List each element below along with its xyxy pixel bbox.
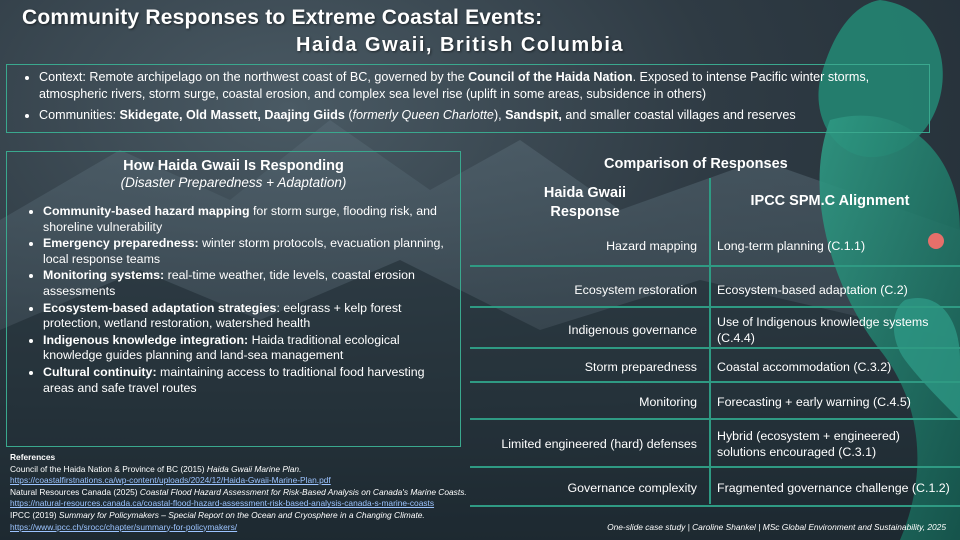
responding-item bbox=[43, 204, 450, 235]
references-list bbox=[10, 464, 570, 534]
context-box bbox=[6, 64, 930, 133]
comparison-row-alignment: Use of Indigenous knowledge systems (C.4.4) bbox=[717, 315, 929, 345]
comparison-title: Comparison of Responses bbox=[604, 156, 788, 172]
responding-item-title: Emergency preparedness: bbox=[43, 236, 199, 251]
comparison-row bbox=[470, 272, 960, 308]
table-row-divider bbox=[470, 381, 960, 383]
context-text: formerly Queen Charlotte bbox=[352, 108, 494, 122]
reference-author: IPCC (2019) bbox=[10, 509, 59, 520]
comparison-row-response: Governance complexity bbox=[567, 481, 697, 495]
reference-link[interactable]: https://coastalfirstnations.ca/wp-content/uploads/2024/12/Haida-Gwaii-Marine-Plan.pdf bbox=[10, 475, 331, 486]
reference-author: Council of the Haida Nation & Province of BC (2015) bbox=[10, 463, 207, 474]
reference-link[interactable]: https://natural-resources.canada.ca/coastal-flood-hazard-assessment-risk-based-analysis-canada-s-marine-coasts bbox=[10, 498, 435, 509]
reference-entry bbox=[10, 510, 570, 522]
responding-item-text: real-time weather, tide levels, coastal erosion assessments bbox=[43, 268, 415, 298]
comparison-row-response: Hazard mapping bbox=[606, 239, 697, 253]
comparison-row-alignment: Hybrid (ecosystem + engineered) solutions encouraged (C.3.1) bbox=[717, 429, 900, 459]
footer-credit: One-slide case study | Caroline Shankel | MSc Global Environment and Sustainability, 2025 bbox=[607, 522, 946, 532]
comparison-row bbox=[470, 353, 960, 381]
responding-item-text: maintaining access to traditional food harvesting areas and safe travel routes bbox=[43, 364, 425, 395]
comparison-row bbox=[470, 386, 960, 418]
comparison-row-alignment: Fragmented governance challenge (C.1.2) bbox=[717, 481, 950, 495]
responding-item bbox=[43, 268, 450, 299]
context-item bbox=[39, 107, 921, 124]
comparison-row-response: Storm preparedness bbox=[584, 360, 697, 374]
responding-item-title: Ecosystem-based adaptation strategies bbox=[43, 300, 277, 315]
context-text: Context: Remote archipelago on the northwest coast of BC, governed by the bbox=[39, 70, 469, 84]
comparison-row bbox=[470, 311, 960, 349]
context-text: ( bbox=[344, 108, 353, 122]
responding-item-title: Community-based hazard mapping bbox=[43, 204, 250, 218]
decorative-dot bbox=[928, 233, 944, 249]
responding-subheading: (Disaster Preparedness + Adaptation) bbox=[120, 175, 347, 190]
table-row-divider bbox=[470, 418, 960, 420]
context-text: Council of the Haida Nation bbox=[468, 70, 633, 84]
responding-heading: How Haida Gwaii Is Responding bbox=[123, 158, 344, 174]
context-text: Communities: bbox=[39, 108, 120, 122]
responding-item-title: Monitoring systems: bbox=[43, 268, 165, 283]
table-row-divider bbox=[470, 306, 960, 308]
comparison-row-response: Indigenous governance bbox=[568, 323, 697, 337]
responding-item-text: : eelgrass + kelp forest protection, wetland restoration, watershed health bbox=[43, 300, 402, 331]
reference-link[interactable]: https://www.ipcc.ch/srocc/chapter/summary-for-policymakers/ bbox=[10, 521, 238, 532]
title-line-2: Haida Gwaii, British Columbia bbox=[296, 34, 624, 56]
table-row-divider bbox=[470, 347, 960, 349]
responding-item-title: Cultural continuity: bbox=[43, 364, 157, 379]
context-text: ), bbox=[493, 108, 506, 122]
reference-title: Haida Gwaii Marine Plan. bbox=[206, 463, 302, 474]
comparison-row-alignment: Coastal accommodation (C.3.2) bbox=[717, 360, 892, 374]
reference-author: Natural Resources Canada (2025) bbox=[10, 486, 140, 497]
references-heading: References bbox=[10, 452, 56, 462]
context-text: . Exposed to intense Pacific winter storms, atmospheric rivers, storm surge, coastal erosion, and complex sea level rise (uplift in some areas, subsidence in others) bbox=[39, 70, 870, 101]
responding-box bbox=[6, 151, 461, 447]
responding-item-title: Indigenous knowledge integration: bbox=[43, 332, 249, 347]
responding-item-text: winter storm protocols, evacuation planning, local response teams bbox=[43, 236, 444, 266]
title-line-1: Community Responses to Extreme Coastal Events: bbox=[22, 6, 543, 29]
responding-item-text: Haida traditional ecological knowledge guides planning and land-sea management bbox=[43, 332, 400, 363]
responding-item bbox=[43, 301, 450, 332]
reference-entry bbox=[10, 464, 570, 476]
responding-item-text: for storm surge, flooding risk, and shoreline vulnerability bbox=[43, 204, 437, 234]
responding-list bbox=[7, 204, 460, 396]
responding-item bbox=[43, 236, 450, 267]
comparison-col-left-header: Haida Gwaii Response bbox=[543, 185, 627, 220]
comparison-row-response: Monitoring bbox=[639, 395, 697, 409]
responding-item bbox=[43, 365, 450, 396]
reference-title: Summary for Policymakers – Special Report on the Ocean and Cryosphere in a Changing Climate. bbox=[58, 509, 425, 520]
context-text: and smaller coastal villages and reserves bbox=[561, 108, 796, 122]
reference-title: Coastal Flood Hazard Assessment for Risk-Based Analysis on Canada's Marine Coasts. bbox=[139, 486, 467, 497]
context-item bbox=[39, 69, 921, 103]
context-text: Sandspit, bbox=[505, 108, 562, 122]
comparison-row-response: Ecosystem restoration bbox=[574, 283, 697, 297]
table-row-divider bbox=[470, 265, 960, 267]
context-list bbox=[7, 69, 929, 124]
comparison-row-response: Limited engineered (hard) defenses bbox=[501, 437, 697, 451]
comparison-row-alignment: Long-term planning (C.1.1) bbox=[717, 239, 866, 253]
comparison-row-alignment: Ecosystem-based adaptation (C.2) bbox=[717, 283, 908, 297]
comparison-col-right-header: IPCC SPM.C Alignment bbox=[750, 193, 910, 209]
context-text: Skidegate, Old Massett, Daajing Giids bbox=[119, 108, 345, 122]
comparison-row-alignment: Forecasting + early warning (C.4.5) bbox=[717, 395, 911, 409]
reference-entry bbox=[10, 487, 570, 499]
responding-item bbox=[43, 333, 450, 364]
comparison-row bbox=[470, 230, 960, 262]
references bbox=[10, 452, 570, 533]
